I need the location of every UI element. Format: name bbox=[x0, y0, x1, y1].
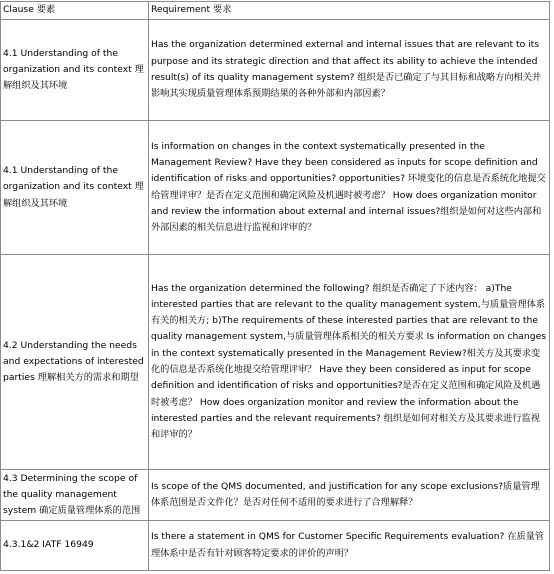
clause-requirement-table bbox=[0, 1, 550, 571]
clause-cell: 4.3.1&2 IATF 16949 bbox=[1, 521, 149, 571]
table-row bbox=[1, 255, 550, 470]
requirement-cell: Is there a statement in QMS for Customer Specific Requirements evaluation? 在质量管理体系中是否有针对顾客特定要求的评价的声明？ bbox=[149, 521, 550, 571]
column-header-requirement: Requirement 要求 bbox=[149, 2, 550, 20]
table-row bbox=[1, 20, 550, 121]
clause-cell: 4.2 Understanding the needs and expectations of interested parties 理解相关方的需求和期望 bbox=[1, 255, 149, 470]
clause-cell: 4.1 Understanding of the organization and its context 理解组织及其环境 bbox=[1, 20, 149, 121]
requirement-cell: Has the organization determined the following? 组织是否确定了下述内容： a)The interested parties that are relevant to the quality management system,与质量管理体系有关的相关方; b)The requirements of these interested parties that are relevant to the quality management system,与质量管理体系相关的相关方要求 Is information on changes in the context systematically presented in the Management Review?相关方及其要求变化的信息是否系统化地提交给管理评审？ Have they been considered as input for scope definition and identification of risks and opportunities?是否在定义范围和确定风险及机遇时被考虑？ How does organization monitor and review the information about the interested parties and the relevant requirements? 组织是如何对相关方及其要求进行监视和评审的？ bbox=[149, 255, 550, 470]
clause-cell: 4.1 Understanding of the organization and its context 理解组织及其环境 bbox=[1, 121, 149, 255]
clause-cell: 4.3 Determining the scope of the quality management system 确定质量管理体系的范围 bbox=[1, 470, 149, 521]
requirement-cell: Has the organization determined external and internal issues that are relevant to its purpose and its strategic direction and that affect its ability to achieve the intended result(s) of its quality management system? 组织是否已确定了与其目标和战略方向相关并影响其实现质量管理体系预期结果的各种外部和内部因素？ bbox=[149, 20, 550, 121]
requirement-cell: Is scope of the QMS documented, and justification for any scope exclusions?质量管理体系范围是否文件化？是否对任何不适用的要求进行了合理解释？ bbox=[149, 470, 550, 521]
column-header-clause: Clause 要素 bbox=[1, 2, 149, 20]
table-row bbox=[1, 521, 550, 571]
table-header-row bbox=[1, 2, 550, 20]
requirement-cell: Is information on changes in the context systematically presented in the Management Review? Have they been considered as inputs for scope definition and identification of risks and opportunities? opportunities? 环境变化的信息是否系统化地提交给管理评审？是否在定义范围和确定风险及机遇时被考虑？ How does organization monitor and review the information about external and internal issues?组织是如何对这些内部和外部因素的相关信息进行监视和评审的？ bbox=[149, 121, 550, 255]
table-row bbox=[1, 470, 550, 521]
table-row bbox=[1, 121, 550, 255]
